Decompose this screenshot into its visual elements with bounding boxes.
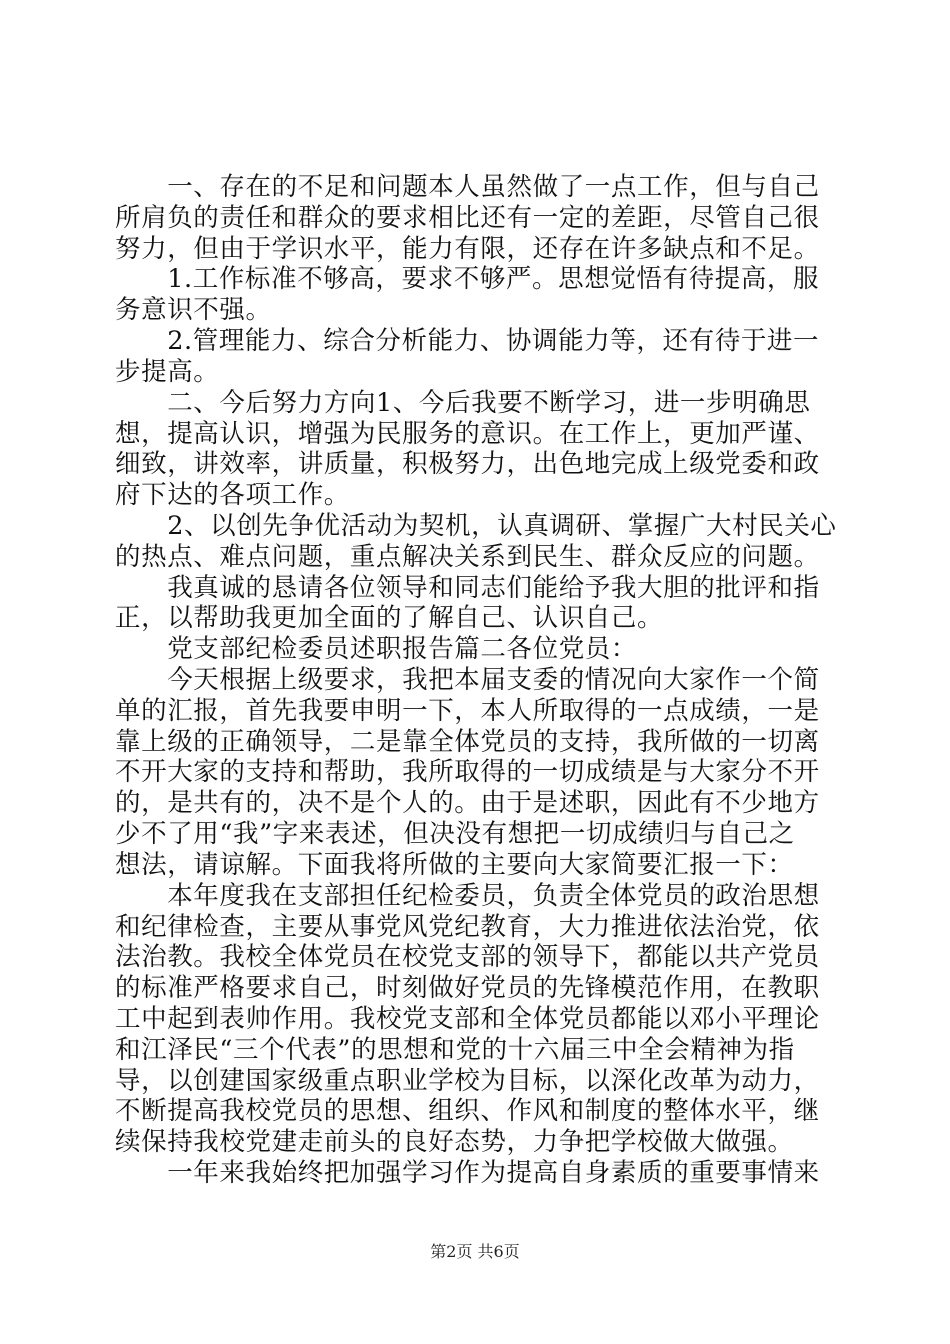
text-line: 的热点、难点问题，重点解决关系到民生、群众反应的问题。 [115, 542, 820, 572]
text-line: 所肩负的责任和群众的要求相比还有一定的差距，尽管自己很 [115, 203, 820, 233]
text-line: 靠上级的正确领导，二是靠全体党员的支持，我所做的一切离 [115, 727, 820, 757]
text-line: 想，提高认识，增强为民服务的意识。在工作上，更加严谨、 [115, 419, 820, 449]
text-line: 努力，但由于学识水平，能力有限，还存在许多缺点和不足。 [115, 234, 820, 264]
text-line: 单的汇报，首先我要申明一下，本人所取得的一点成绩，一是 [115, 696, 820, 726]
text-line: 我真诚的恳请各位领导和同志们能给予我大胆的批评和指 [115, 573, 820, 603]
text-line: 1.工作标准不够高，要求不够严。思想觉悟有待提高，服 [115, 264, 820, 294]
text-line: 工中起到表帅作用。我校党支部和全体党员都能以邓小平理论 [115, 1004, 820, 1034]
text-line: 的标准严格要求自己，时刻做好党员的先锋模范作用，在教职 [115, 973, 820, 1003]
text-line: 和纪律检查，主要从事党风党纪教育，大力推进依法治党，依 [115, 912, 820, 942]
text-line: 不开大家的支持和帮助，我所取得的一切成绩是与大家分不开 [115, 757, 820, 787]
text-line: 2、以创先争优活动为契机，认真调研、掌握广大村民关心 [115, 511, 837, 541]
page-number-footer: 第2页 共6页 [430, 1242, 520, 1261]
text-line: 的，是共有的，决不是个人的。由于是述职，因此有不少地方 [115, 788, 820, 818]
text-line: 续保持我校党建走前头的良好态势，力争把学校做大做强。 [115, 1127, 794, 1157]
text-line: 2.管理能力、综合分析能力、协调能力等，还有待于进一 [115, 326, 820, 356]
text-line: 本年度我在支部担任纪检委员，负责全体党员的政治思想 [115, 881, 820, 911]
text-line: 今天根据上级要求，我把本届支委的情况向大家作一个简 [115, 665, 820, 695]
text-line: 一年来我始终把加强学习作为提高自身素质的重要事情来 [115, 1158, 820, 1188]
text-line: 不断提高我校党员的思想、组织、作风和制度的整体水平，继 [115, 1096, 820, 1126]
text-line: 导，以创建国家级重点职业学校为目标，以深化改革为动力， [115, 1066, 820, 1096]
text-line: 党支部纪检委员述职报告篇二各位党员： [115, 634, 638, 664]
text-line: 正，以帮助我更加全面的了解自己、认识自己。 [115, 603, 664, 633]
text-line: 一、存在的不足和问题本人虽然做了一点工作，但与自己 [115, 172, 820, 202]
text-line: 府下达的各项工作。 [115, 480, 350, 510]
text-line: 务意识不强。 [115, 295, 272, 325]
text-line: 少不了用“我”字来表述，但决没有想把一切成绩归与自己之 [115, 819, 795, 849]
text-line: 步提高。 [115, 357, 220, 387]
text-line: 细致，讲效率，讲质量，积极努力，出色地完成上级党委和政 [115, 449, 820, 479]
text-line: 二、今后努力方向1、今后我要不断学习，进一步明确思 [115, 388, 811, 418]
text-line: 法治教。我校全体党员在校党支部的领导下，都能以共产党员 [115, 942, 820, 972]
text-line: 和江泽民“三个代表”的思想和党的十六届三中全会精神为指 [115, 1035, 795, 1065]
text-line: 想法，请谅解。下面我将所做的主要向大家简要汇报一下： [115, 850, 794, 880]
